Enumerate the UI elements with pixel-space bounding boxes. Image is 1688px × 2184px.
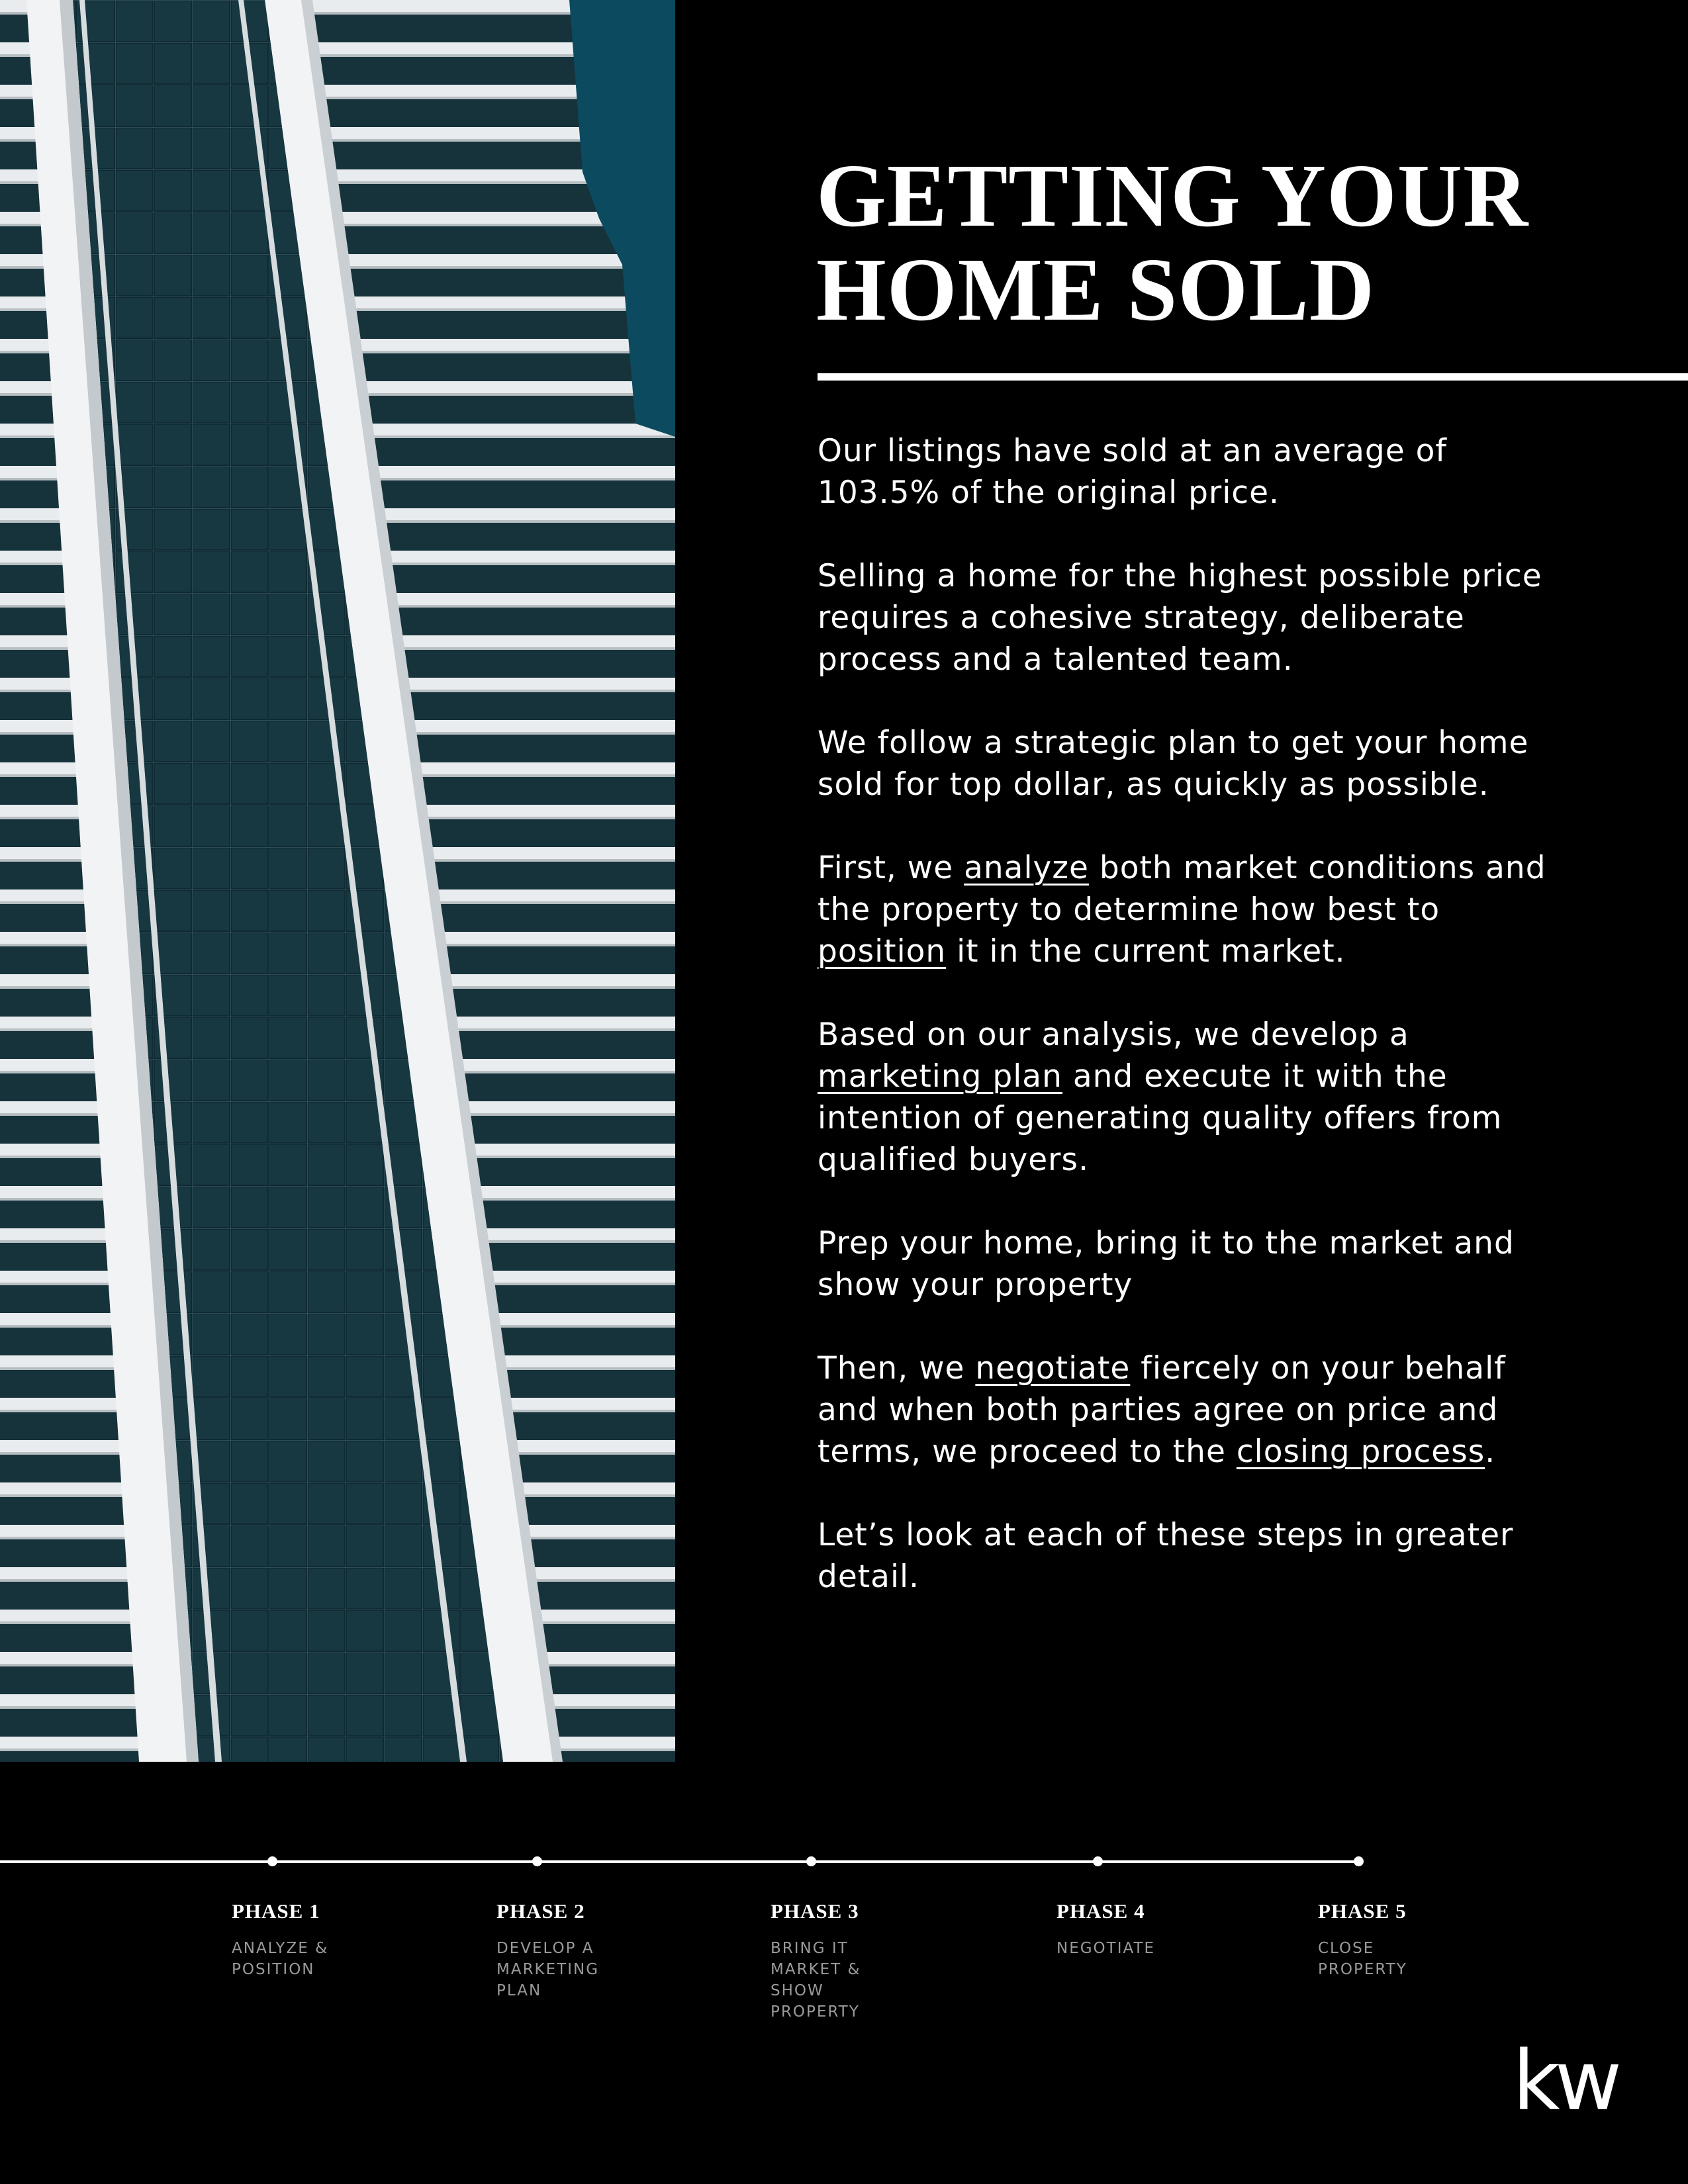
phase-5 <box>1318 1899 1464 1980</box>
paragraph-prep: Prep your home, bring it to the market and show your property <box>818 1225 1515 1303</box>
phase-4-title: PHASE 4 <box>1056 1899 1145 1923</box>
timeline-dot-5 <box>1354 1856 1364 1866</box>
marketing-plan-link[interactable]: marketing plan <box>818 1058 1062 1095</box>
paragraph-plan: We follow a strategic plan to get your home sold for top dollar, as quickly as possible. <box>818 725 1529 803</box>
phase-4-desc: NEGOTIATE <box>1056 1940 1156 1957</box>
phase-2-title: PHASE 2 <box>496 1899 585 1923</box>
title-line-1: GETTING YOUR <box>816 146 1529 246</box>
title-divider <box>818 373 1688 381</box>
phase-1 <box>232 1899 377 1980</box>
negotiate-link[interactable]: negotiate <box>975 1350 1131 1387</box>
timeline-dot-2 <box>532 1856 542 1866</box>
paragraph-strategy: Selling a home for the highest possible price requires a cohesive strategy, deliberate process and a talented team. <box>818 558 1542 678</box>
phase-5-title: PHASE 5 <box>1318 1899 1407 1923</box>
phase-2-desc: DEVELOP A MARKETING PLAN <box>496 1940 600 1999</box>
paragraph-average-price: Our listings have sold at an average of 103.5% of the original price. <box>818 433 1447 511</box>
page-title <box>816 146 1637 340</box>
body-copy <box>818 430 1552 1639</box>
analyze-link[interactable]: analyze <box>964 850 1089 886</box>
phase-5-desc: CLOSE PROPERTY <box>1318 1940 1407 1978</box>
timeline-dot-1 <box>267 1856 277 1866</box>
paragraph-analyze: First, we analyze both market conditions and the property to determine how best to position it in the current market. <box>818 850 1546 970</box>
timeline-dot-4 <box>1093 1856 1103 1866</box>
building-photo <box>0 0 675 1762</box>
timeline-line <box>0 1860 1360 1863</box>
paragraph-negotiate: Then, we negotiate fiercely on your behalf and when both parties agree on price and terms, we proceed to the closing process. <box>818 1350 1506 1470</box>
position-link[interactable]: position <box>818 933 947 970</box>
phase-2 <box>496 1899 642 2001</box>
kw-logo: kw <box>1513 2034 1617 2129</box>
phase-1-desc: ANALYZE & POSITION <box>232 1940 329 1978</box>
phase-timeline <box>0 1860 1364 1865</box>
paragraph-marketing: Based on our analysis, we develop a marketing plan and execute it with the intention of generating quality offers from qualified buyers. <box>818 1017 1503 1178</box>
phase-3-desc: BRING IT MARKET & SHOW PROPERTY <box>771 1940 861 2021</box>
timeline-dot-3 <box>806 1856 816 1866</box>
phase-1-title: PHASE 1 <box>232 1899 320 1923</box>
phase-3 <box>771 1899 916 2023</box>
title-line-2: HOME SOLD <box>816 240 1375 340</box>
closing-process-link[interactable]: closing process <box>1236 1433 1485 1470</box>
phase-3-title: PHASE 3 <box>771 1899 859 1923</box>
paragraph-steps: Let’s look at each of these steps in greater detail. <box>818 1517 1514 1595</box>
phase-4 <box>1056 1899 1202 1959</box>
